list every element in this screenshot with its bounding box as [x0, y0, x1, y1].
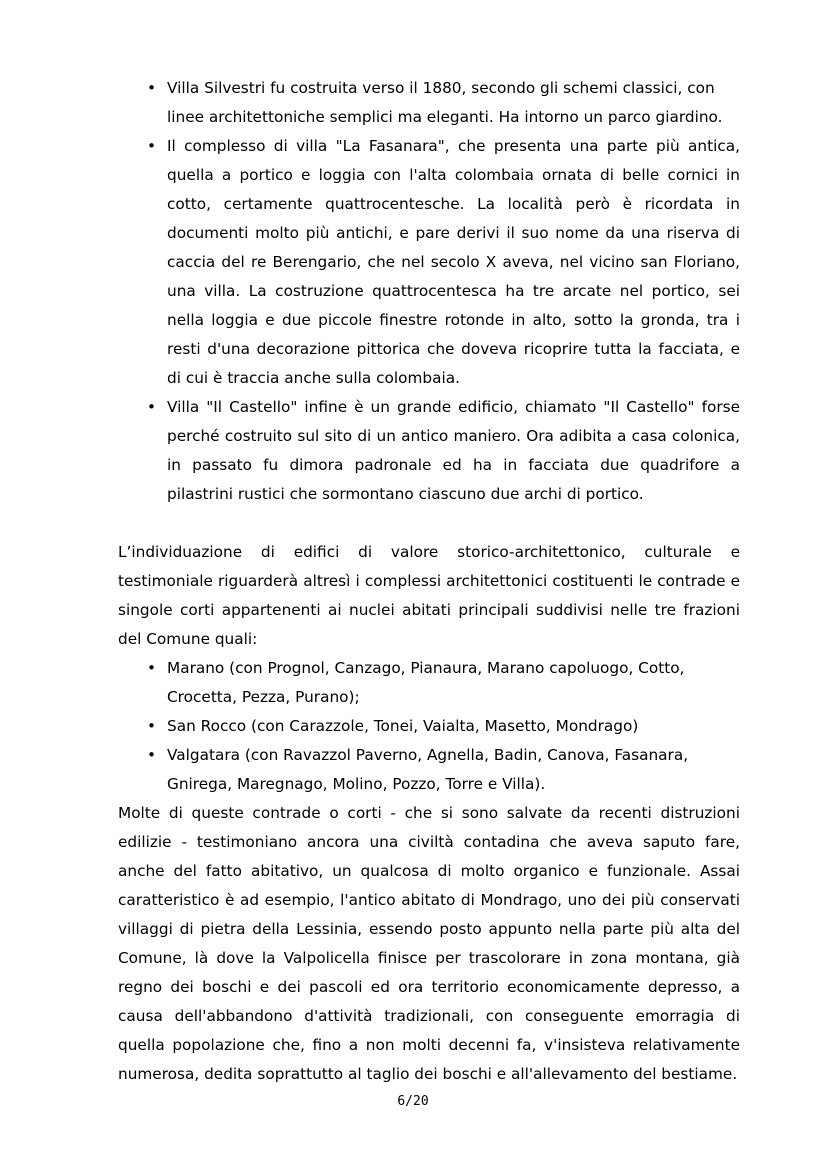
bullet-icon: [147, 712, 156, 741]
list-item-text: Villa "Il Castello" infine è un grande edificio, chiamato "Il Castello" forse perché costruito sul sito di un antico maniero. Ora adibita a casa colonica, in passato fu dimora padronale ed ha in facciata due quadrifore a pilastrini rustici che sormontano ciascuno due archi di portico.: [167, 398, 740, 503]
intro-paragraph: L’individuazione di edifici di valore storico-architettonico, culturale e testimoniale riguarderà altresì i complessi architettonici costituenti le contrade e singole corti appartenenti ai nuclei abitati principali suddivisi nelle tre frazioni del Comune quali:: [118, 543, 740, 648]
list-item-villa-fasanara: [118, 132, 740, 393]
list-item-text: Villa Silvestri fu costruita verso il 1880, secondo gli schemi classici, con linee architettoniche semplici ma eleganti. Ha intorno un parco giardino.: [167, 79, 723, 126]
list-item-villa-silvestri: [118, 74, 740, 132]
list-item-text: San Rocco (con Carazzole, Tonei, Vaialta, Masetto, Mondrago): [167, 717, 639, 735]
frazioni-bullet-list: [118, 654, 740, 799]
paragraph-spacer: [118, 509, 740, 538]
page-body: [118, 74, 740, 1089]
list-item-text: Marano (con Prognol, Canzago, Pianaura, Marano capoluogo, Cotto, Crocetta, Pezza, Purano);: [167, 659, 685, 706]
bullet-icon: [147, 132, 156, 161]
list-item-valgatara: [118, 741, 740, 799]
list-item-marano: [118, 654, 740, 712]
villas-bullet-list: [118, 74, 740, 509]
list-item-villa-castello: [118, 393, 740, 509]
bullet-icon: [147, 741, 156, 770]
bullet-icon: [147, 393, 156, 422]
bullet-icon: [147, 74, 156, 103]
page-number: 6/20: [397, 1094, 429, 1109]
bullet-icon: [147, 654, 156, 683]
list-item-text: Il complesso di villa "La Fasanara", che presenta una parte più antica, quella a portico e loggia con l'alta colombaia ornata di belle cornici in cotto, certamente quattrocentesche. La località però è ricordata in documenti molto più antichi, e pare derivi il suo nome da una riserva di caccia del re Berengario, che nel secolo X aveva, nel vicino san Floriano, una villa. La costruzione quattrocentesca ha tre arcate nel portico, sei nella loggia e due piccole finestre rotonde in alto, sotto la gronda, tra i resti d'una decorazione pittorica che doveva ricoprire tutta la facciata, e di cui è traccia anche sulla colombaia.: [167, 137, 740, 387]
list-item-text: Valgatara (con Ravazzol Paverno, Agnella, Badin, Canova, Fasanara, Gnirega, Maregnago, Molino, Pozzo, Torre e Villa).: [167, 746, 689, 793]
closing-paragraph: Molte di queste contrade o corti - che si sono salvate da recenti distruzioni edilizie - testimoniano ancora una civiltà contadina che aveva saputo fare, anche del fatto abitativo, un qualcosa di molto organico e funzionale. Assai caratteristico è ad esempio, l'antico abitato di Mondrago, uno dei più conservati villaggi di pietra della Lessinia, essendo posto appunto nella parte più alta del Comune, là dove la Valpolicella finisce per trascolorare in zona montana, già regno dei boschi e dei pascoli ed ora territorio economicamente depresso, a causa dell'abbandono d'attività tradizionali, con conseguente emorragia di quella popolazione che, fino a non molti decenni fa, v'insisteva relativamente numerosa, dedita soprattutto al taglio dei boschi e all'allevamento del bestiame.: [118, 804, 740, 1083]
list-item-san-rocco: [118, 712, 740, 741]
